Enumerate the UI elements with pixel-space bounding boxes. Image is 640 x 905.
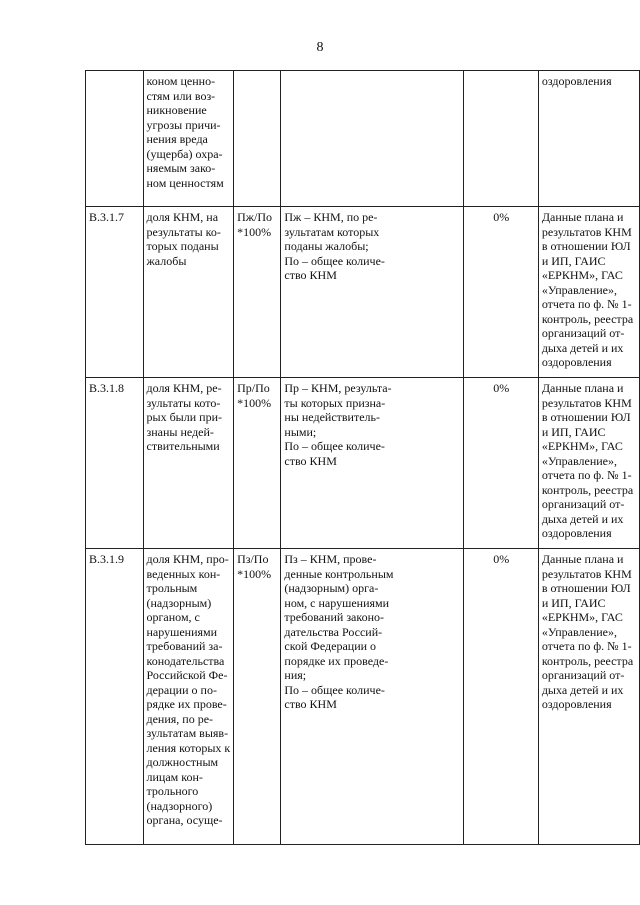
indicator-formula-cell: Пз/По *100%: [234, 549, 281, 845]
table-row: [86, 378, 640, 549]
indicator-code-cell: В.3.1.9: [86, 549, 144, 845]
indicators-table: [85, 70, 640, 845]
indicator-name-cell: доля КНМ, ре- зультаты кото- рых были при- знаны недей- ствительными: [143, 378, 234, 549]
indicator-description-cell: [281, 71, 463, 207]
indicator-source-cell: Данные плана и результатов КНМ в отношении ЮЛ и ИП, ГАИС «ЕРКНМ», ГАС «Управление», отчета по ф. № 1- контроль, реестра организаций от- дыха детей и их оздоровления: [538, 549, 639, 845]
page-number: 8: [316, 40, 324, 55]
indicator-description-cell: Пр – КНМ, результа- ты которых призна- ны недействитель- ными; По – общее количе- ство КНМ: [281, 378, 463, 549]
indicator-value-cell: 0%: [463, 378, 538, 549]
table-row: [86, 71, 640, 207]
indicator-description-cell: Пж – КНМ, по ре- зультатам которых поданы жалобы; По – общее количе- ство КНМ: [281, 207, 463, 378]
indicator-source-cell: Данные плана и результатов КНМ в отношении ЮЛ и ИП, ГАИС «ЕРКНМ», ГАС «Управление», отчета по ф. № 1- контроль, реестра организаций от- дыха детей и их оздоровления: [538, 378, 639, 549]
table-row: [86, 549, 640, 845]
indicator-name-cell: коном ценно- стям или воз- никновение угрозы причи- нения вреда (ущерба) охра- няемым зако- ном ценностям: [143, 71, 234, 207]
indicator-name-cell: доля КНМ, про- веденных кон- трольным (надзорным) органом, с нарушениями требований за- конодательства Российской Фе- дерации о по- рядке их прове- дения, по ре- зультатам выяв- ления которых к должностным лицам кон- трольного (надзорного) органа, осуще-: [143, 549, 234, 845]
indicator-value-cell: 0%: [463, 207, 538, 378]
indicator-code-cell: В.3.1.7: [86, 207, 144, 378]
indicator-source-cell: оздоровления: [538, 71, 639, 207]
indicator-value-cell: [463, 71, 538, 207]
table-row: [86, 207, 640, 378]
indicator-formula-cell: Пж/По *100%: [234, 207, 281, 378]
indicator-value-cell: 0%: [463, 549, 538, 845]
indicator-formula-cell: [234, 71, 281, 207]
indicator-source-cell: Данные плана и результатов КНМ в отношении ЮЛ и ИП, ГАИС «ЕРКНМ», ГАС «Управление», отчета по ф. № 1- контроль, реестра организаций от- дыха детей и их оздоровления: [538, 207, 639, 378]
indicator-formula-cell: Пр/По *100%: [234, 378, 281, 549]
indicator-code-cell: В.3.1.8: [86, 378, 144, 549]
indicator-code-cell: [86, 71, 144, 207]
indicator-name-cell: доля КНМ, на результаты ко- торых поданы жалобы: [143, 207, 234, 378]
indicator-description-cell: Пз – КНМ, прове- денные контрольным (надзорным) орга- ном, с нарушениями требований законо- дательства Россий- ской Федерации о порядке их проведе- ния; По – общее количе- ство КНМ: [281, 549, 463, 845]
